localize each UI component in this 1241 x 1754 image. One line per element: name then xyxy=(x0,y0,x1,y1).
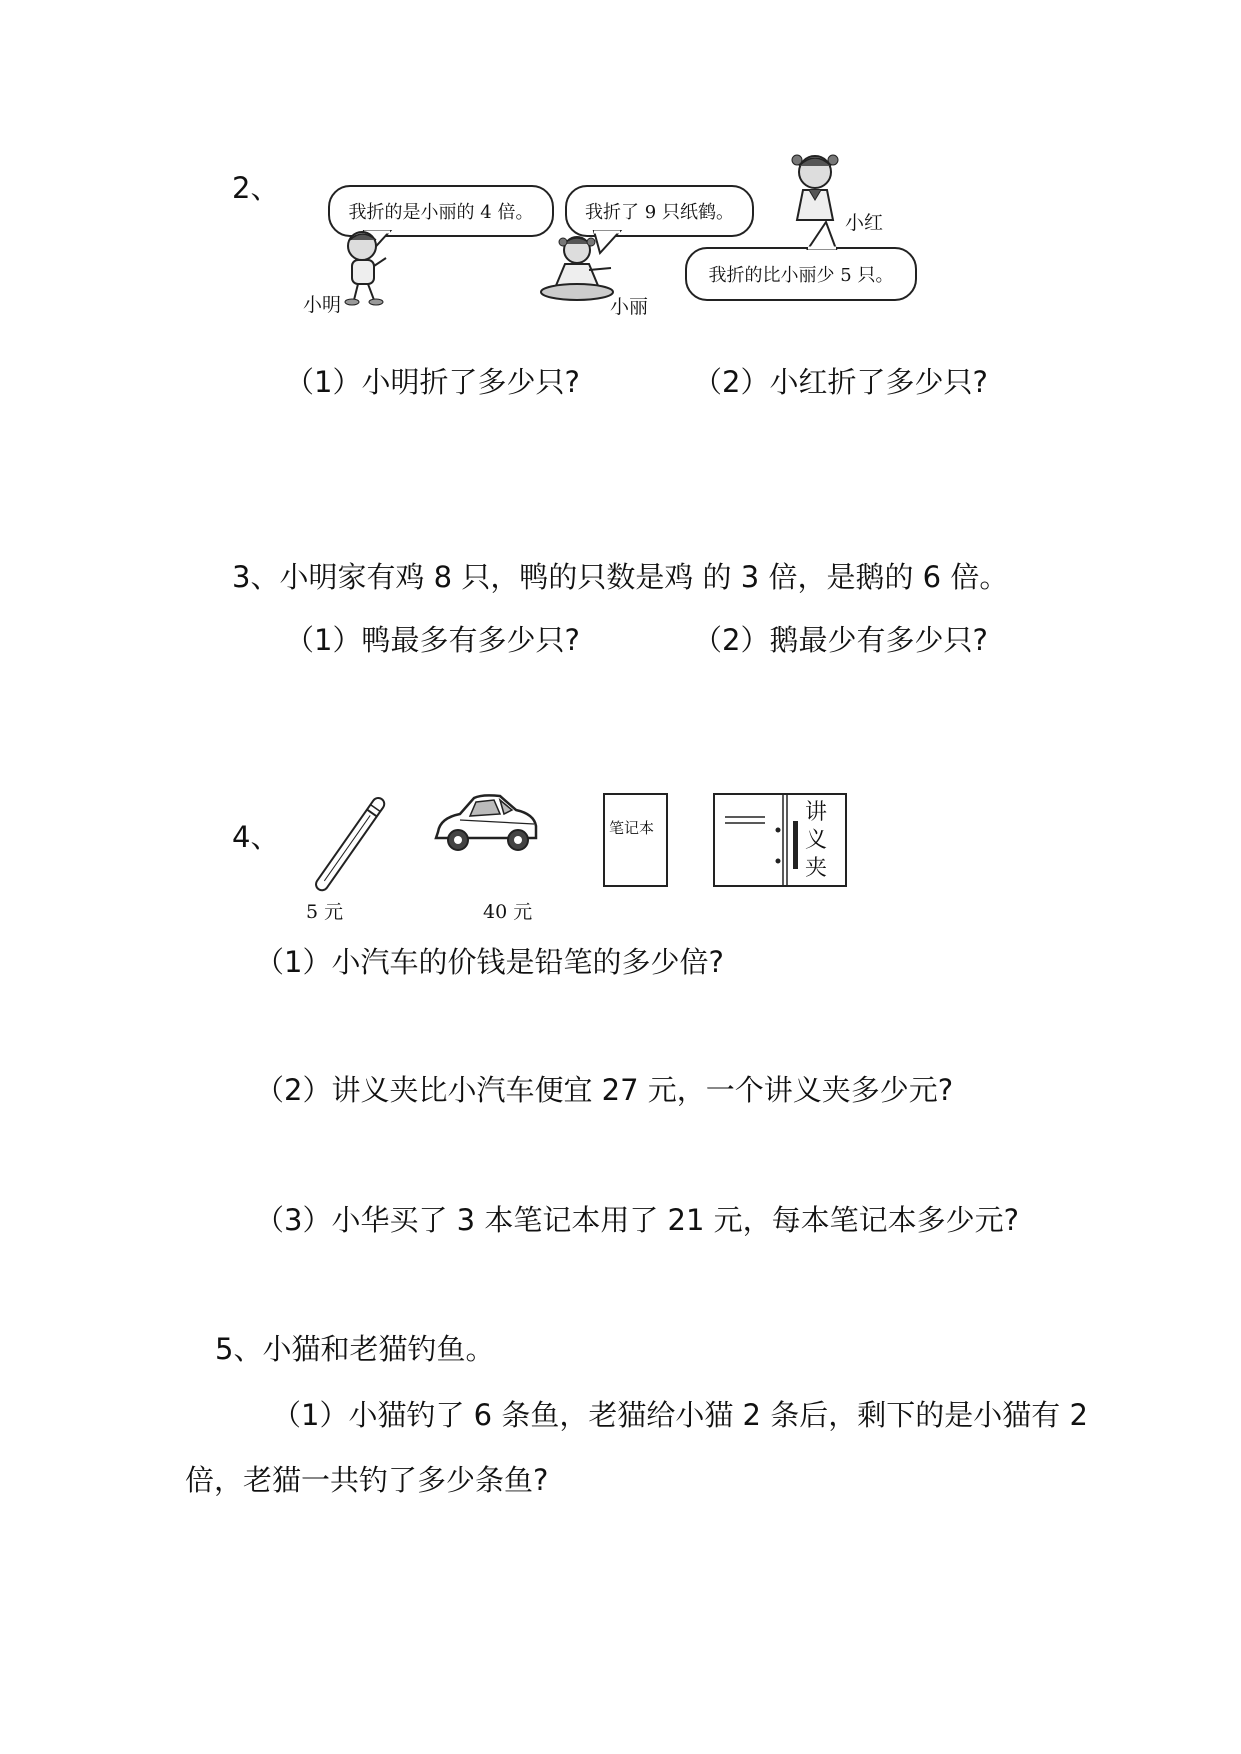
girl-standing-figure-icon xyxy=(783,148,853,228)
car-icon xyxy=(430,790,540,860)
q5-sub1-line1: （1）小猫钓了 6 条鱼，老猫给小猫 2 条后，剩下的是小猫有 2 xyxy=(272,1398,1088,1432)
folder-label-1: 讲 xyxy=(805,800,828,825)
bubble-tail-xiaohong xyxy=(800,222,850,252)
q2-sub2: （2）小红折了多少只? xyxy=(693,365,988,399)
folder-icon xyxy=(713,793,847,887)
notebook-label: 笔记本 xyxy=(609,819,655,837)
bubble-text-xiaoming: 我折的是小丽的 4 倍。 xyxy=(348,202,534,223)
name-label-xiaoli: 小丽 xyxy=(610,296,649,318)
q3-sub2: （2）鹅最少有多少只? xyxy=(693,623,988,657)
pencil-icon xyxy=(298,785,408,895)
q4-number: 4、 xyxy=(232,820,280,854)
speech-bubble-xiaohong xyxy=(685,247,917,301)
q4-sub3: （3）小华买了 3 本笔记本用了 21 元，每本笔记本多少元? xyxy=(255,1203,1020,1237)
pencil-price: 5 元 xyxy=(306,901,344,923)
notebook-icon xyxy=(603,793,668,887)
q2-sub1: （1）小明折了多少只? xyxy=(285,365,580,399)
bubble-text-xiaohong: 我折的比小丽少 5 只。 xyxy=(708,265,894,286)
car-price: 40 元 xyxy=(483,901,533,923)
q3-stem: 3、小明家有鸡 8 只，鸭的只数是鸡 的 3 倍，是鹅的 6 倍。 xyxy=(232,560,1009,594)
boy-figure-icon xyxy=(340,228,400,308)
speech-bubble-xiaoli xyxy=(565,185,754,237)
q3-sub1: （1）鸭最多有多少只? xyxy=(285,623,580,657)
q5-stem: 5、小猫和老猫钓鱼。 xyxy=(215,1332,495,1366)
name-label-xiaoming: 小明 xyxy=(303,294,342,316)
q4-sub2: （2）讲义夹比小汽车便宜 27 元，一个讲义夹多少元? xyxy=(255,1073,954,1107)
q2-number: 2、 xyxy=(232,171,280,205)
folder-label-2: 义 xyxy=(805,828,828,853)
q4-sub1: （1）小汽车的价钱是铅笔的多少倍? xyxy=(255,945,724,979)
q5-sub1-line2: 倍，老猫一共钓了多少条鱼? xyxy=(185,1463,549,1497)
bubble-text-xiaoli: 我折了 9 只纸鹤。 xyxy=(585,202,734,223)
name-label-xiaohong: 小红 xyxy=(845,212,884,234)
folder-label-3: 夹 xyxy=(805,856,828,881)
